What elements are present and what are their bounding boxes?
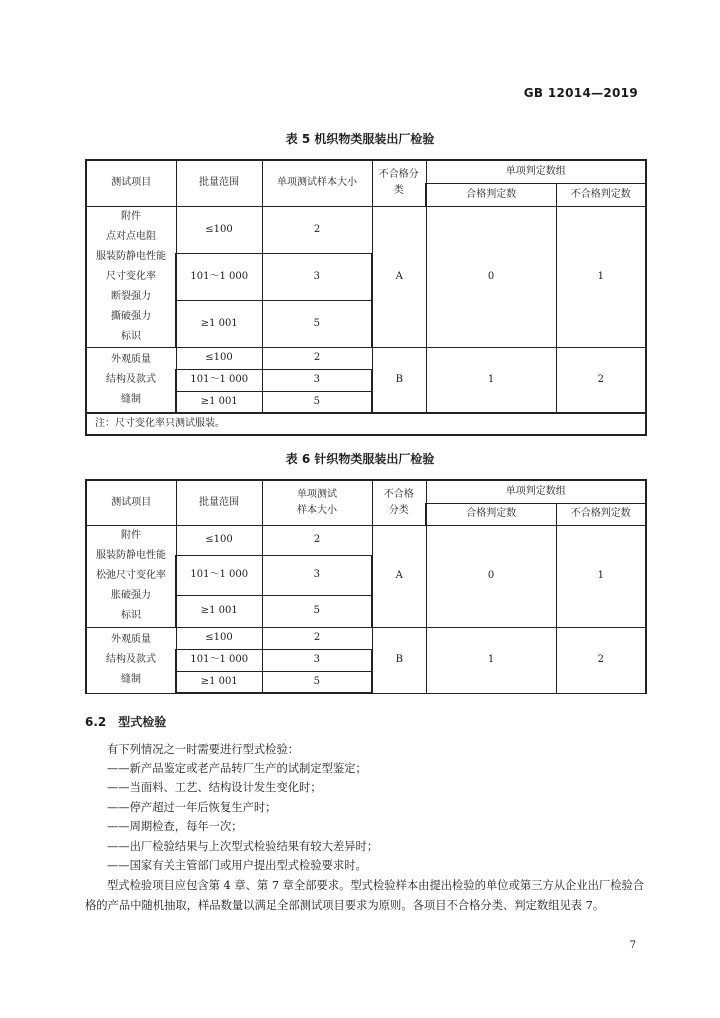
list-item: ——停产超过一年后恢复生产时； (107, 801, 277, 814)
section-closing-paragraph: 型式检验项目应包含第 4 章、第 7 章全部要求。型式检验样本由提出检验的单位或第三方从企业出厂检验合格的产品中随机抽取，样品数量以满足全部测试项目要求为原则。各项目不合格分类、判定数组见表 7。 (85, 879, 645, 912)
table5-groupA-size-2: 3 (262, 253, 372, 300)
list-item: 尺寸变化率 (106, 270, 156, 282)
list-item: 服装防静电性能 (96, 250, 166, 262)
table5-head-nonconform-class (372, 160, 426, 206)
list-item: 结构及款式 (106, 654, 156, 665)
table6-groupA-batch-2: 101～1 000 (176, 555, 262, 595)
table5-note: 注：尺寸变化率只测试服装。 (86, 413, 646, 435)
table6-groupB-size-2: 3 (262, 649, 372, 671)
table5-groupB-class: B (372, 347, 426, 413)
table5-groupB-batch-1: ≤100 (176, 347, 262, 369)
table5-groupA-batch-2: 101～1 000 (176, 253, 262, 300)
table6-groupA-batch-1: ≤100 (176, 525, 262, 555)
table5-groupB-size-2: 3 (262, 369, 372, 391)
table5-groupB-size-1: 2 (262, 347, 372, 369)
table6-groupB-batch-3: ≥1 001 (176, 671, 262, 693)
list-item: ——周期检查，每年一次； (107, 820, 243, 833)
table5-head-fail-number: 不合格判定数 (556, 183, 646, 206)
list-item: 缝制 (121, 674, 141, 685)
table6-groupB-items (86, 627, 176, 693)
table6-groupA-batch-3: ≥1 001 (176, 595, 262, 627)
table6-head-nonconform-line1: 不合格 (383, 488, 414, 500)
table6-head-batch-range: 批量范围 (176, 480, 262, 525)
list-item: 撕破强力 (111, 310, 151, 322)
list-item: 服装防静电性能 (96, 550, 166, 561)
table5-head-judgment-group: 单项判定数组 (426, 160, 646, 183)
table6 (85, 479, 647, 694)
table6-head-sample-size-line1: 单项测试 (297, 488, 337, 500)
table6-groupB-class: B (372, 627, 426, 693)
table6-groupA-size-2: 3 (262, 555, 372, 595)
table5-head-batch-range: 批量范围 (176, 160, 262, 206)
table5-groupA-items (86, 206, 176, 347)
table6-head-nonconform-line2: 分类 (388, 504, 409, 516)
list-item: 外观质量 (111, 634, 151, 645)
table5-groupA-fail: 1 (556, 206, 646, 347)
table6-groupA-items (86, 525, 176, 627)
table5-head-sample-size: 单项测试样本大小 (262, 160, 372, 206)
table6-groupB-pass: 1 (426, 627, 556, 693)
table6-groupB-size-1: 2 (262, 627, 372, 649)
table6-groupA-size-3: 5 (262, 595, 372, 627)
table6-groupB-batch-2: 101～1 000 (176, 649, 262, 671)
table5-head-test-item: 测试项目 (86, 160, 176, 206)
list-item: 标识 (121, 330, 141, 342)
table5-groupA-class: A (372, 206, 426, 347)
list-item: 标识 (121, 610, 141, 621)
table5 (85, 159, 647, 436)
table6-groupB-batch-1: ≤100 (176, 627, 262, 649)
list-item: ——当面料、工艺、结构设计发生变化时； (107, 781, 322, 794)
table5-groupA-batch-3: ≥1 001 (176, 300, 262, 347)
list-item: 胀破强力 (111, 590, 151, 601)
table5-groupA-size-3: 5 (262, 300, 372, 347)
table6-caption: 表 6 针织物类服装出厂检验 (285, 452, 435, 466)
list-item: 附件 (121, 210, 141, 222)
table6-head-sample-size (262, 480, 372, 525)
section-intro: 有下列情况之一时需要进行型式检验： (107, 743, 300, 756)
list-item: ——新产品鉴定或老产品转厂生产的试制定型鉴定； (107, 762, 367, 775)
list-item: 缝制 (121, 393, 141, 405)
section-title: 型式检验 (118, 715, 167, 729)
table5-groupB-size-3: 5 (262, 391, 372, 413)
table6-groupA-size-1: 2 (262, 525, 372, 555)
list-item: 附件 (121, 530, 141, 541)
list-item: 断裂强力 (111, 290, 151, 302)
table5-groupB-batch-2: 101～1 000 (176, 369, 262, 391)
table5-groupB-items (86, 347, 176, 413)
list-item: ——国家有关主管部门或用户提出型式检验要求时。 (107, 859, 367, 872)
table6-groupA-class: A (372, 525, 426, 627)
section-number: 6.2 (85, 715, 107, 729)
table6-groupB-fail: 2 (556, 627, 646, 693)
table6-head-judgment-group: 单项判定数组 (426, 480, 646, 503)
table5-groupA-batch-1: ≤100 (176, 206, 262, 253)
list-item: 结构及款式 (106, 373, 156, 385)
section-heading (85, 713, 166, 730)
table6-groupB-size-3: 5 (262, 671, 372, 693)
table6-groupA-pass: 0 (426, 525, 556, 627)
table6-head-test-item: 测试项目 (86, 480, 176, 525)
table6-groupA-fail: 1 (556, 525, 646, 627)
standard-code-header: GB 12014—2019 (523, 86, 638, 100)
table5-groupA-pass: 0 (426, 206, 556, 347)
table5-groupA-size-1: 2 (262, 206, 372, 253)
table5-groupB-batch-3: ≥1 001 (176, 391, 262, 413)
table6-head-fail-number: 不合格判定数 (556, 503, 646, 525)
table5-groupB-fail: 2 (556, 347, 646, 413)
table5-caption: 表 5 机织物类服装出厂检验 (285, 132, 435, 146)
list-item: 松弛尺寸变化率 (96, 570, 166, 581)
list-item: 外观质量 (111, 353, 151, 365)
list-item: ——出厂检验结果与上次型式检验结果有较大差异时； (107, 840, 379, 853)
table5-groupB-pass: 1 (426, 347, 556, 413)
table6-head-nonconform-class (372, 480, 426, 525)
table6-head-sample-size-line2: 样本大小 (297, 504, 337, 516)
table6-head-pass-number: 合格判定数 (426, 503, 556, 525)
page-number: 7 (629, 940, 636, 951)
table5-head-nonconform-class-text: 不合格分类 (378, 169, 419, 197)
list-item: 点对点电阻 (106, 230, 156, 242)
table5-head-pass-number: 合格判定数 (426, 183, 556, 206)
